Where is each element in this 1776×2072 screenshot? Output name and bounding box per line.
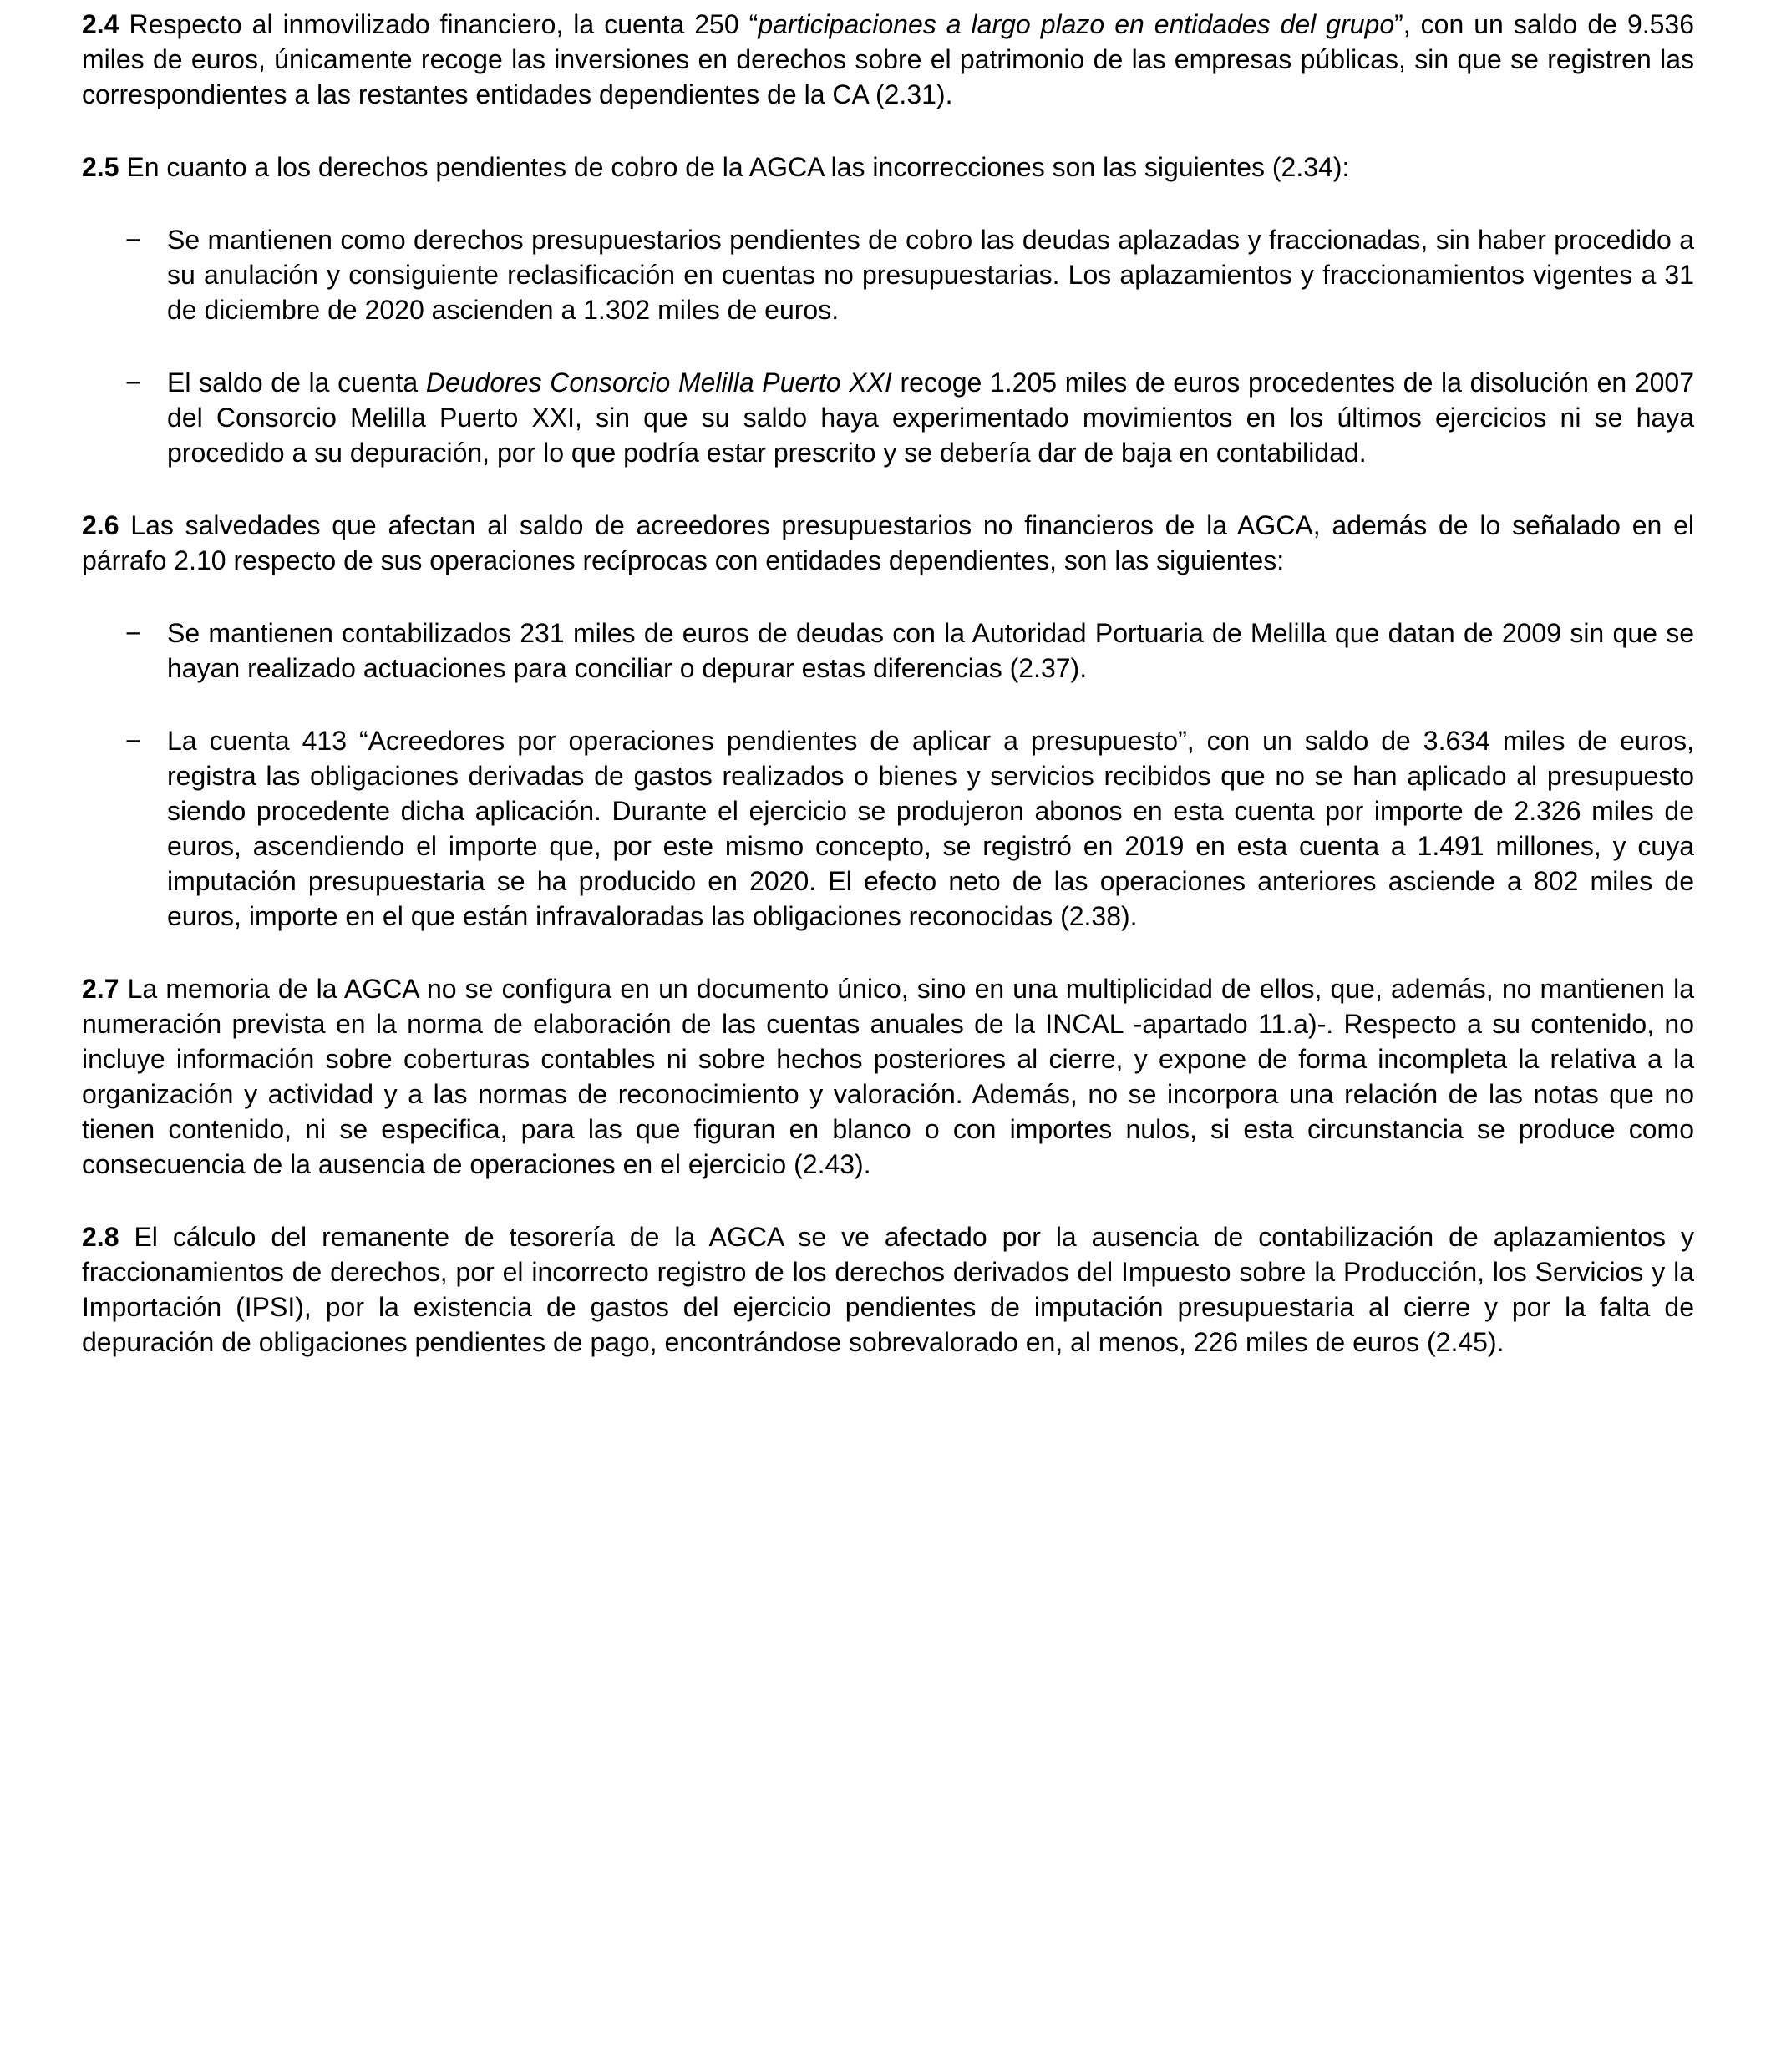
bullet-dash-marker: − [125, 225, 141, 255]
text-run: Las salvedades que afectan al saldo de acreedores presupuestarios no financieros de la AGCA, además de lo señalado en el párrafo 2.10 respecto de sus operaciones recíprocas con entidades dependientes, son las siguientes: [82, 510, 1695, 575]
paragraph [82, 1219, 1694, 1360]
bullet-dash-marker: − [125, 618, 141, 648]
italic-text-run: Deudores Consorcio Melilla Puerto XXI [425, 367, 892, 398]
paragraph-number: 2.8 [82, 1222, 134, 1252]
text-run: En cuanto a los derechos pendientes de cobro de la AGCA las incorrecciones son las siguientes (2.34): [126, 152, 1350, 182]
text-run: recoge 1.205 miles de euros procedentes de la disolución en 2007 del Consorcio Melilla Puerto XXI, sin que su saldo haya experimentado movimientos en los últimos ejercicios ni se haya procedido a su depuración, por lo que podría estar prescrito y se debería dar de baja en contabilidad. [167, 367, 1695, 468]
text-run: El cálculo del remanente de tesorería de la AGCA se ve afectado por la ausencia de contabilización de aplazamientos y fraccionamientos de derechos, por el incorrecto registro de los derechos derivados del Impuesto sobre la Producción, los Servicios y la Importación (IPSI), por la existencia de gastos del ejercicio pendientes de imputación presupuestaria al cierre y por la falta de depuración de obligaciones pendientes de pago, encontrándose sobrevalorado en, al menos, 226 miles de euros (2.45). [82, 1222, 1695, 1357]
paragraph [82, 149, 1694, 185]
text-run: Se mantienen contabilizados 231 miles de euros de deudas con la Autoridad Portuaria de Melilla que datan de 2009 sin que se hayan realizado actuaciones para conciliar o depurar estas diferencias (2.37). [167, 618, 1694, 683]
italic-text-run: participaciones a largo plazo en entidades del grupo [758, 9, 1395, 39]
paragraph-number: 2.7 [82, 974, 128, 1004]
list-item [82, 222, 1694, 327]
paragraph-number: 2.5 [82, 152, 127, 182]
text-run: Respecto al inmovilizado financiero, la cuenta 250 “ [129, 9, 759, 39]
paragraph-number: 2.6 [82, 510, 131, 540]
bullet-dash-marker: − [125, 726, 141, 756]
text-run: Se mantienen como derechos presupuestarios pendientes de cobro las deudas aplazadas y fraccionadas, sin haber procedido a su anulación y consiguiente reclasificación en cuentas no presupuestarias. Los aplazamientos y fraccionamientos vigentes a 31 de diciembre de 2020 ascienden a 1.302 miles de euros. [167, 225, 1694, 325]
text-run: La memoria de la AGCA no se configura en un documento único, sino en una multiplicidad de ellos, que, además, no mantienen la numeración prevista en la norma de elaboración de las cuentas anuales de la INCAL -apartado 11.a)-. Respecto a su contenido, no incluye información sobre coberturas contables ni sobre hechos posteriores al cierre, y expone de forma incompleta la relativa a la organización y actividad y a las normas de reconocimiento y valoración. Además, no se incorpora una relación de las notas que no tienen contenido, ni se especifica, para las que figuran en blanco o con importes nulos, si esta circunstancia se produce como consecuencia de la ausencia de operaciones en el ejercicio (2.43). [82, 974, 1695, 1179]
paragraph-number: 2.4 [82, 9, 129, 39]
paragraph [82, 508, 1694, 578]
list-item [82, 616, 1694, 686]
text-run: El saldo de la cuenta [167, 367, 426, 398]
paragraph [82, 971, 1694, 1182]
text-run: La cuenta 413 “Acreedores por operaciones pendientes de aplicar a presupuesto”, con un saldo de 3.634 miles de euros, registra las obligaciones derivadas de gastos realizados o bienes y servicios recibidos que no se han aplicado al presupuesto siendo procedente dicha aplicación. Durante el ejercicio se produjeron abonos en esta cuenta por importe de 2.326 miles de euros, ascendiendo el importe que, por este mismo concepto, se registró en 2019 en esta cuenta a 1.491 millones, y cuya imputación presupuestaria se ha producido en 2020. El efecto neto de las operaciones anteriores asciende a 802 miles de euros, importe en el que están infravaloradas las obligaciones reconocidas (2.38). [167, 726, 1694, 931]
text-run: ”, con un saldo de 9.536 miles de euros, únicamente recoge las inversiones en derechos sobre el patrimonio de las empresas públicas, sin que se registren las correspondientes a las restantes entidades dependientes de la CA (2.31). [82, 9, 1695, 109]
paragraph [82, 7, 1694, 112]
list-item [82, 723, 1694, 934]
bullet-dash-marker: − [125, 367, 141, 398]
list-item [82, 365, 1694, 470]
